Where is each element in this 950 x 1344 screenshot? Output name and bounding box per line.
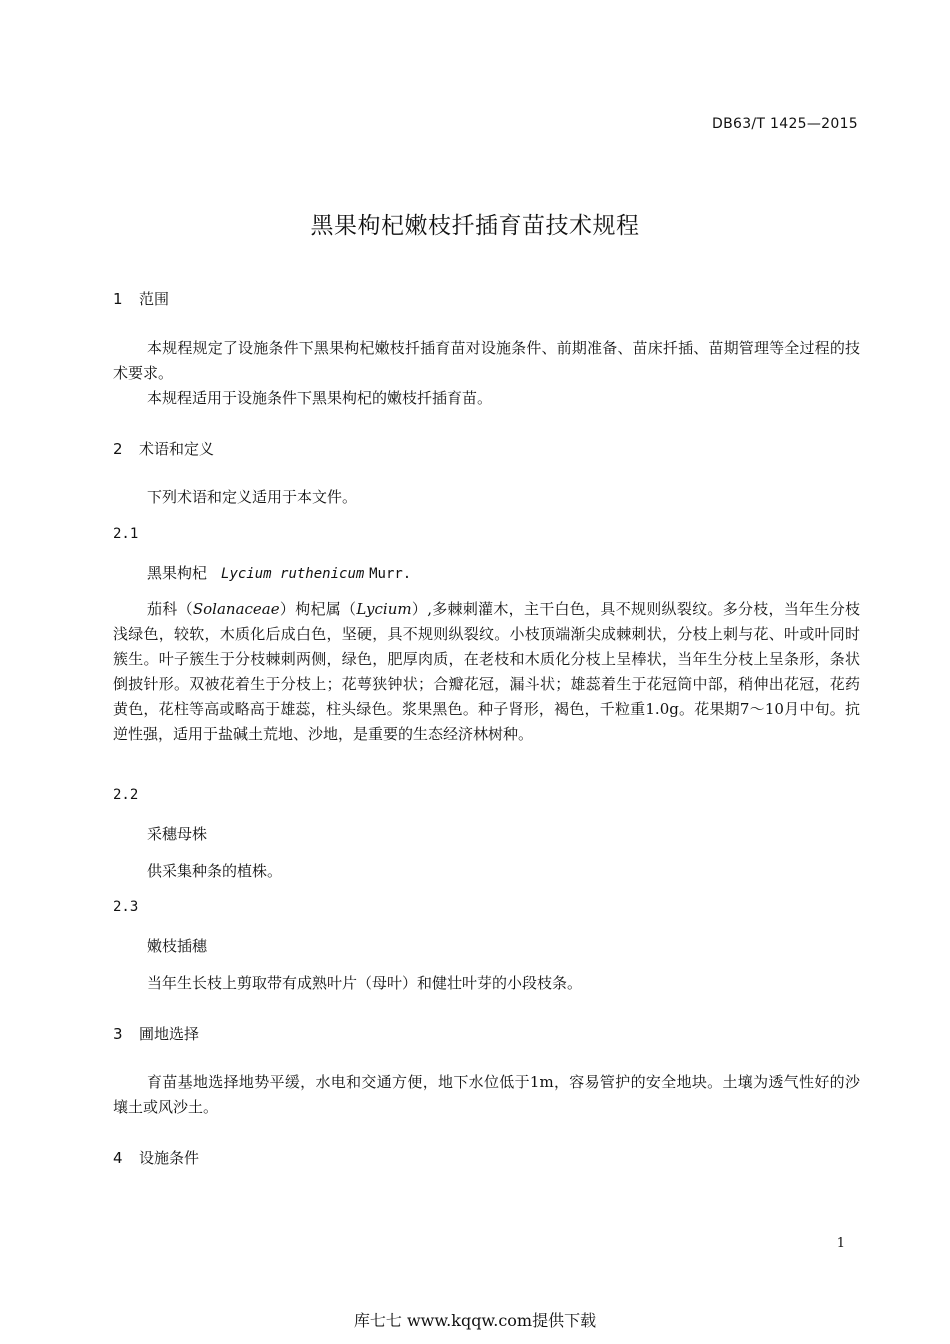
subsection-2-1-number: 2.1 [113,526,139,542]
subsection-2-2-number: 2.2 [113,787,139,803]
def-latin: Lycium [356,600,412,618]
section-2-heading [113,438,214,459]
section-title: 范围 [139,290,170,308]
term-2-2 [147,823,207,844]
section-number: 4 [113,1149,123,1167]
section-number: 3 [113,1025,123,1043]
section-title: 圃地选择 [139,1025,200,1043]
paragraph: 下列术语和定义适用于本文件。 [147,488,358,506]
term-2-3-definition [113,971,860,996]
paragraph: 供采集种条的植株。 [147,862,283,880]
term-author: Murr. [369,566,412,582]
standard-number: DB63/T 1425—2015 [712,116,858,132]
page-number: 1 [836,1236,845,1251]
term-2-2-definition [113,859,860,884]
paragraph: 本规程适用于设施条件下黑果枸杞的嫩枝扦插育苗。 [147,389,493,407]
term-2-3 [147,935,207,956]
term-2-1-definition [113,597,860,747]
section-number: 1 [113,290,123,308]
term-name: 采穗母株 [147,825,208,843]
section-3-heading [113,1023,199,1044]
download-footer: 库七七 www.kqqw.com提供下载 [353,1311,597,1330]
term-name: 黑果枸杞 [147,564,208,582]
def-text: ）,多棘刺灌木，主干白色，具不规则纵裂纹。多分枝，当年生分枝浅绿色，较软，木质化后成白色，坚硬，具不规则纵裂纹。小枝顶端渐尖成棘刺状，分枝上刺与花、叶或叶同时簇生。叶子簇生于分枝棘刺两侧，绿色，肥厚肉质，在老枝和木质化分枝上呈棒状，当年生分枝上呈条形，条状倒披针形。双被花着生于分枝上；花萼狭钟状；合瓣花冠，漏斗状；雄蕊着生于花冠筒中部，稍伸出花冠，花药黄色，花柱等高或略高于雄蕊，柱头绿色。浆果黑色。种子肾形，褐色，千粒重1.0g。花果期7～10月中旬。抗逆性强，适用于盐碱土荒地、沙地，是重要的生态经济林树种。 [113,600,860,743]
section-title: 设施条件 [139,1149,200,1167]
term-latin-name: Lycium ruthenicum [221,566,365,582]
paragraph: 本规程规定了设施条件下黑果枸杞嫩枝扦插育苗对设施条件、前期准备、苗床扦插、苗期管理等全过程的技术要求。 [113,339,860,382]
section-number: 2 [113,440,123,458]
section-3-body [113,1070,860,1120]
document-title: 黑果枸杞嫩枝扦插育苗技术规程 [310,213,640,239]
paragraph [113,597,860,747]
paragraph: 当年生长枝上剪取带有成熟叶片（母叶）和健壮叶芽的小段枝条。 [147,974,583,992]
def-text: 茄科（ [147,600,193,618]
section-title: 术语和定义 [139,440,215,458]
section-1-body [113,336,860,411]
def-latin: Solanaceae [192,600,280,618]
section-2-intro [113,485,860,510]
term-name: 嫩枝插穗 [147,937,208,955]
term-2-1 [147,562,411,583]
section-4-heading [113,1147,199,1168]
subsection-2-3-number: 2.3 [113,899,139,915]
def-text: ）枸杞属（ [279,600,357,618]
section-1-heading [113,288,169,309]
paragraph: 育苗基地选择地势平缓，水电和交通方便，地下水位低于1m，容易管护的安全地块。土壤为透气性好的沙壤土或风沙土。 [113,1073,860,1116]
